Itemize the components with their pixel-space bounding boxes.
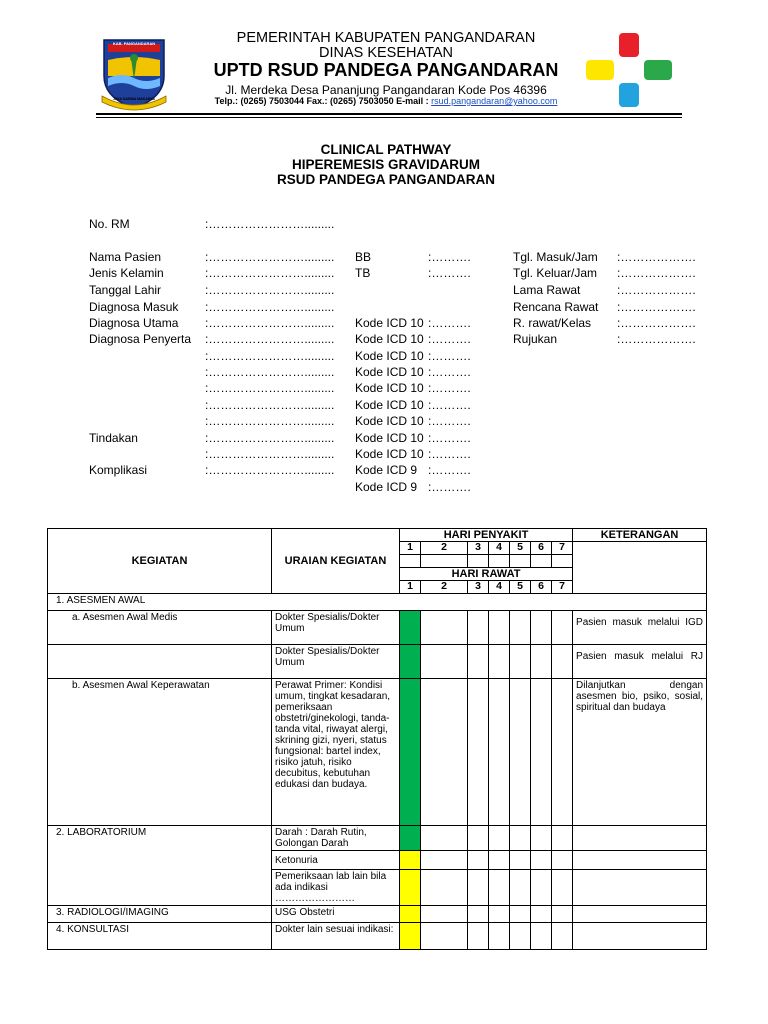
label-icd10-2: Kode ICD 10 (355, 332, 424, 346)
field-diagnosa-penyerta-5[interactable]: :……………………......... (205, 398, 335, 412)
col-header-hari-rawat: HARI RAWAT (400, 568, 573, 581)
label-icd10-8: Kode ICD 10 (355, 431, 424, 445)
hr-day-2: 2 (421, 581, 468, 594)
hr-day-7: 7 (552, 581, 573, 594)
ket-asesmen-medis-1: Pasien masuk melalui IGD (573, 611, 707, 645)
cell-day1-yellow[interactable] (400, 906, 421, 923)
field-rencana-rawat[interactable]: :………………. (617, 300, 696, 314)
label-jenis-kelamin: Jenis Kelamin (89, 266, 164, 280)
field-icd10-9[interactable]: :………. (428, 447, 471, 461)
field-diagnosa-utama[interactable]: :……………………......... (205, 316, 335, 330)
label-tindakan: Tindakan (89, 431, 138, 445)
field-tindakan-1[interactable]: :……………………......... (205, 431, 335, 445)
header-government: PEMERINTAH KABUPATEN PANGANDARAN (236, 30, 536, 46)
field-diagnosa-penyerta-2[interactable]: :……………………......... (205, 349, 335, 363)
hr-day-6: 6 (531, 581, 552, 594)
uraian-lab-ketonuria: Ketonuria (272, 851, 400, 870)
section-laboratorium: 2. LABORATORIUM (48, 826, 272, 906)
label-tgl-masuk: Tgl. Masuk/Jam (513, 250, 598, 264)
label-komplikasi: Komplikasi (89, 463, 148, 477)
header-address: Jl. Merdeka Desa Pananjung Pangandaran Kode Pos 46396 (225, 83, 547, 97)
label-no-rm: No. RM (89, 217, 130, 231)
section-radiologi: 3. RADIOLOGI/IMAGING (48, 906, 272, 923)
field-icd10-3[interactable]: :………. (428, 349, 471, 363)
field-icd10-5[interactable]: :………. (428, 381, 471, 395)
label-icd10-6: Kode ICD 10 (355, 398, 424, 412)
cell-day1-yellow[interactable] (400, 923, 421, 950)
field-no-rm[interactable]: :……………………......... (205, 217, 335, 231)
label-tanggal-lahir: Tanggal Lahir (89, 283, 162, 297)
field-icd10-8[interactable]: :………. (428, 431, 471, 445)
label-diagnosa-utama: Diagnosa Utama (89, 316, 179, 330)
label-bb: BB (355, 250, 372, 264)
doc-title-2: HIPEREMESIS GRAVIDARUM (291, 157, 481, 172)
row-asesmen-medis: a. Asesmen Awal Medis (48, 611, 272, 645)
col-header-hari-penyakit: HARI PENYAKIT (400, 529, 573, 542)
col-header-uraian: URAIAN KEGIATAN (272, 529, 400, 594)
section-konsultasi: 4. KONSULTASI (48, 923, 272, 950)
hp-day-7: 7 (552, 542, 573, 555)
hp-day-1: 1 (400, 542, 421, 555)
cell-day1-yellow[interactable] (400, 870, 421, 906)
doc-title-3: RSUD PANDEGA PANGANDARAN (276, 172, 495, 187)
label-nama-pasien: Nama Pasien (89, 250, 162, 264)
keterangan-header-blank (573, 542, 707, 594)
doc-title-1: CLINICAL PATHWAY (320, 142, 452, 157)
field-diagnosa-penyerta-6[interactable]: :……………………......... (205, 414, 335, 428)
label-icd9-1: Kode ICD 9 (355, 463, 418, 477)
label-tgl-keluar: Tgl. Keluar/Jam (513, 266, 598, 280)
field-tanggal-lahir[interactable]: :……………………......... (205, 283, 335, 297)
field-bb[interactable]: :………. (428, 250, 471, 264)
hr-day-5: 5 (510, 581, 531, 594)
field-jenis-kelamin[interactable]: :……………………......... (205, 266, 335, 280)
col-header-kegiatan: KEGIATAN (48, 529, 272, 594)
field-icd10-4[interactable]: :………. (428, 365, 471, 379)
label-rencana-rawat: Rencana Rawat (513, 300, 599, 314)
ket-asesmen-keperawatan: Dilanjutkan dengan asesmen bio, psiko, sosial, spiritual dan budaya (573, 679, 707, 826)
field-diagnosa-penyerta-4[interactable]: :……………………......... (205, 381, 335, 395)
uraian-asesmen-medis-1: Dokter Spesialis/Dokter Umum (272, 611, 400, 645)
field-ruang-rawat[interactable]: :………………. (617, 316, 696, 330)
label-diagnosa-penyerta: Diagnosa Penyerta (89, 332, 192, 346)
uraian-asesmen-keperawatan: Perawat Primer: Kondisi umum, tingkat kesadaran, pemeriksaan obstetri/ginekologi, tanda-tanda vital, riwayat alergi, skrining gizi, nyeri, status fungsional: bartel index, risiko jatuh, risiko decubitus, kebutuhan edukasi dan budaya. (272, 679, 400, 826)
field-rujukan[interactable]: :………………. (617, 332, 696, 346)
cell-day1-yellow[interactable] (400, 851, 421, 870)
label-icd10-5: Kode ICD 10 (355, 381, 424, 395)
field-icd10-2[interactable]: :………. (428, 332, 471, 346)
hr-day-4: 4 (489, 581, 510, 594)
header-rule-thick (96, 113, 682, 115)
uraian-asesmen-medis-2: Dokter Spesialis/Dokter Umum (272, 645, 400, 679)
field-komplikasi[interactable]: :……………………......... (205, 463, 335, 477)
label-rujukan: Rujukan (513, 332, 558, 346)
field-tgl-keluar[interactable]: :………………. (617, 266, 696, 280)
header-department: DINAS KESEHATAN (318, 45, 454, 61)
field-icd10-7[interactable]: :………. (428, 414, 471, 428)
hr-day-3: 3 (468, 581, 489, 594)
label-icd9-2: Kode ICD 9 (355, 480, 418, 494)
field-tgl-masuk[interactable]: :………………. (617, 250, 696, 264)
uraian-usg: USG Obstetri (272, 906, 400, 923)
cell-day1-green[interactable] (400, 611, 421, 645)
uraian-lab-darah: Darah : Darah Rutin, Golongan Darah (272, 826, 400, 851)
field-diagnosa-penyerta-1[interactable]: :……………………......... (205, 332, 335, 346)
logo-left-bottom-text: JAYA DARMA MAKARYA (113, 97, 155, 101)
label-icd10-4: Kode ICD 10 (355, 365, 424, 379)
label-icd10-1: Kode ICD 10 (355, 316, 424, 330)
uraian-konsultasi: Dokter lain sesuai indikasi: (272, 923, 400, 950)
label-diagnosa-masuk: Diagnosa Masuk (89, 300, 179, 314)
label-icd10-7: Kode ICD 10 (355, 414, 424, 428)
field-icd10-6[interactable]: :………. (428, 398, 471, 412)
logo-left-top-text: KAB. PANGANDARAN (112, 41, 156, 46)
email-link[interactable]: rsud.pangandaran@yahoo.com (431, 96, 558, 106)
hp-day-6: 6 (531, 542, 552, 555)
hp-day-2: 2 (421, 542, 468, 555)
field-lama-rawat[interactable]: :………………. (617, 283, 696, 297)
field-icd9-1[interactable]: :………. (428, 463, 471, 477)
field-diagnosa-penyerta-3[interactable]: :……………………......... (205, 365, 335, 379)
uraian-lab-lain: Pemeriksaan lab lain bila ada indikasi …………………… (272, 870, 400, 906)
field-nama-pasien[interactable]: :……………………......... (205, 250, 335, 264)
header-rule-thin (96, 117, 682, 118)
row-asesmen-keperawatan: b. Asesmen Awal Keperawatan (48, 679, 272, 826)
health-cross-logo (586, 33, 672, 107)
hp-day-5: 5 (510, 542, 531, 555)
header-hospital-name: UPTD RSUD PANDEGA PANGANDARAN (213, 60, 559, 80)
header-contact (180, 96, 592, 106)
contact-prefix: Telp.: (0265) 7503044 Fax.: (0265) 7503050 E-mail : (214, 96, 432, 106)
field-icd9-2[interactable]: :………. (428, 480, 471, 494)
field-tb[interactable]: :………. (428, 266, 471, 280)
hr-day-1: 1 (400, 581, 421, 594)
cell-day1-green[interactable] (400, 826, 421, 851)
label-icd10-3: Kode ICD 10 (355, 349, 424, 363)
label-lama-rawat: Lama Rawat (513, 283, 581, 297)
section-asesmen-awal: 1. ASESMEN AWAL (48, 594, 707, 611)
label-ruang-rawat: R. rawat/Kelas (513, 316, 592, 330)
clinical-pathway-table (47, 528, 707, 950)
field-icd10-1[interactable]: :………. (428, 316, 471, 330)
col-header-keterangan: KETERANGAN (573, 529, 707, 542)
ket-asesmen-medis-2: Pasien masuk melalui RJ (573, 645, 707, 679)
field-tindakan-2[interactable]: :……………………......... (205, 447, 335, 461)
label-tb: TB (355, 266, 371, 280)
hp-day-3: 3 (468, 542, 489, 555)
hp-day-4: 4 (489, 542, 510, 555)
cell-day1-green[interactable] (400, 679, 421, 826)
cell-day1-green[interactable] (400, 645, 421, 679)
field-diagnosa-masuk[interactable]: :……………………......... (205, 300, 335, 314)
label-icd10-9: Kode ICD 10 (355, 447, 424, 461)
